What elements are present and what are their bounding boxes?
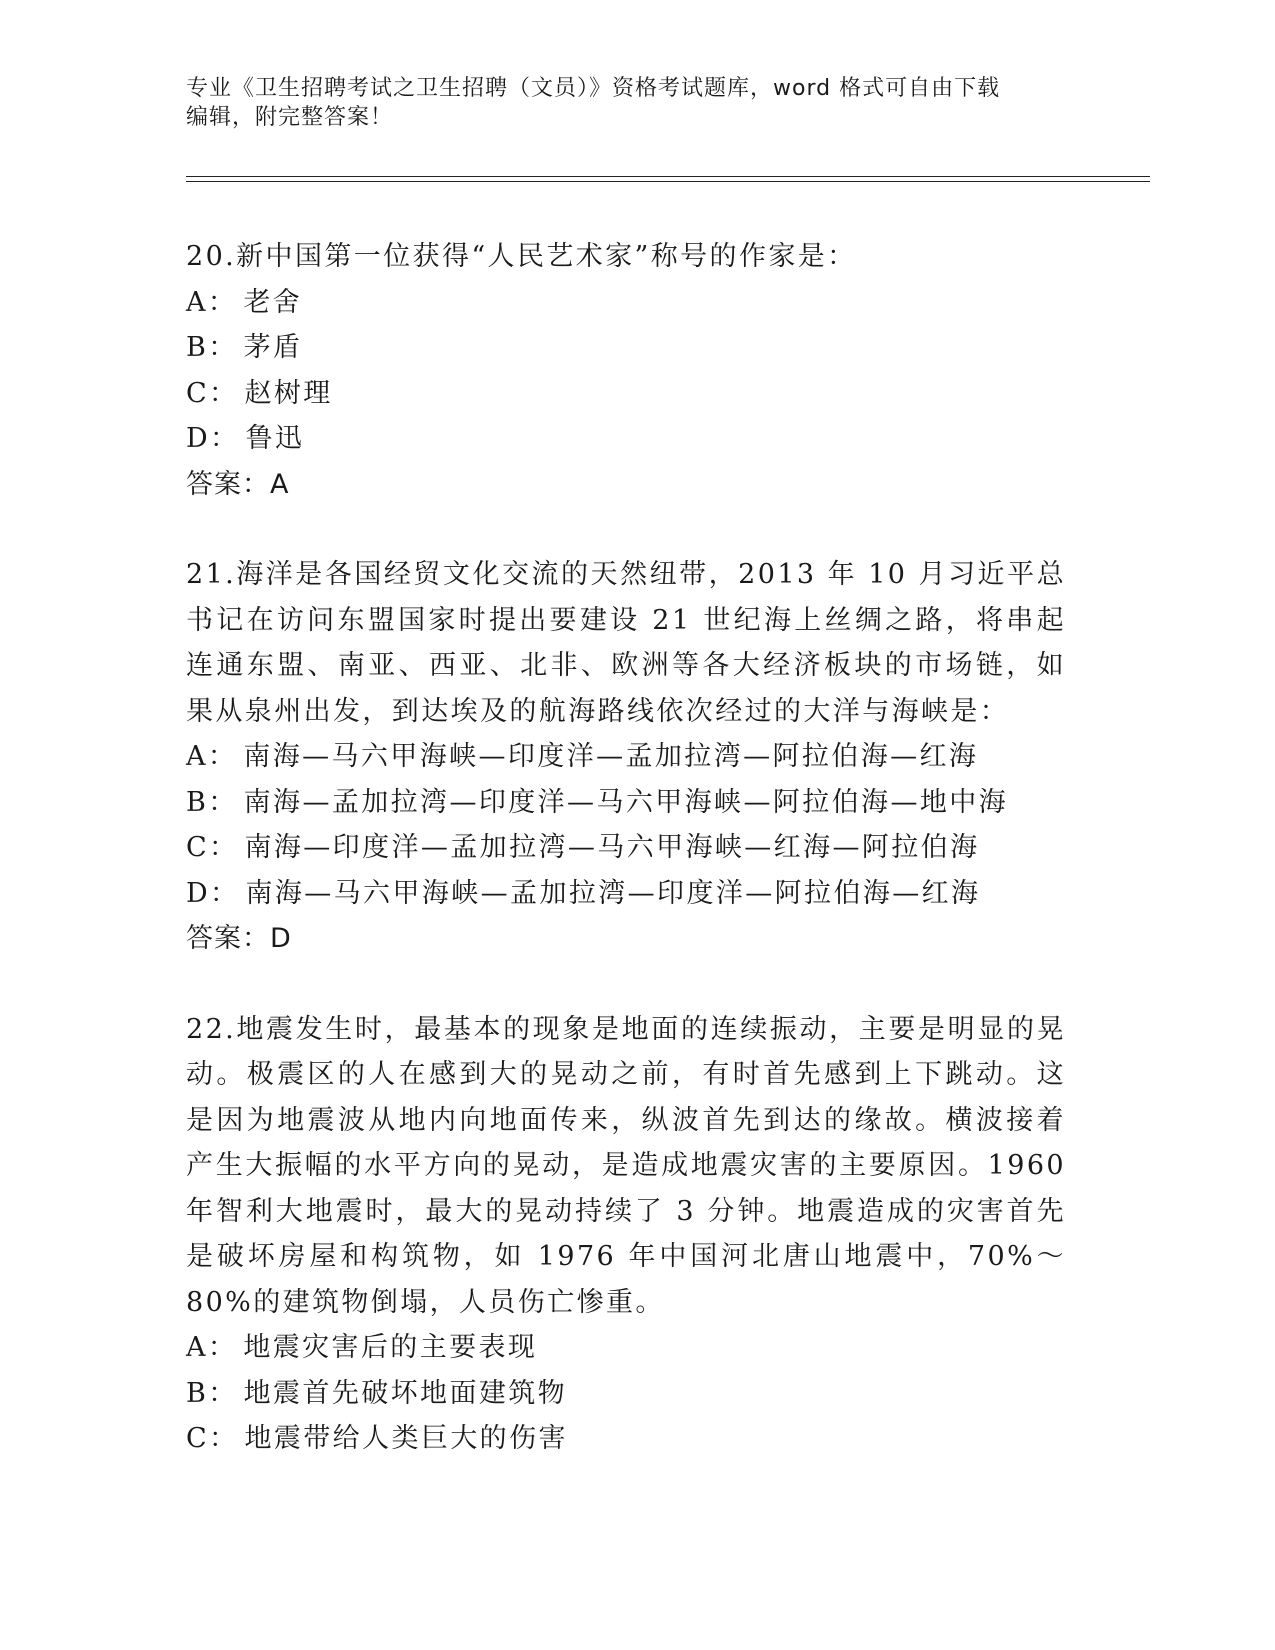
option-letter: B： xyxy=(186,786,238,818)
option-d xyxy=(186,416,1066,462)
header-line-2: 编辑，附完整答案！ xyxy=(186,105,394,130)
answer: 答案：D xyxy=(186,923,292,954)
option-text: 南海—孟加拉湾—印度洋—马六甲海峡—阿拉伯海—地中海 xyxy=(243,786,1009,818)
option-text: 南海—马六甲海峡—印度洋—孟加拉湾—阿拉伯海—红海 xyxy=(243,741,979,772)
option-c xyxy=(186,825,1066,871)
option-letter: C： xyxy=(186,1423,239,1454)
option-c xyxy=(186,371,1066,417)
question-stem: 21.海洋是各国经贸文化交流的天然纽带，2013 年 10 月习近平总书记在访问东盟国家时提出要建设 21 世纪海上丝绸之路，将串起连通东盟、南亚、西亚、北非、欧洲等各大经济板块的市场链，如果从泉州出发，到达埃及的航海路线依次经过的大洋与海峡是： xyxy=(186,559,1066,727)
header-line-1: 专业《卫生招聘考试之卫生招聘（文员）》资格考试题库，word 格式可自由下载 xyxy=(186,76,1001,101)
option-text: 老舍 xyxy=(243,286,303,318)
option-text: 南海—印度洋—孟加拉湾—马六甲海峡—红海—阿拉伯海 xyxy=(244,832,980,863)
question-stem: 22.地震发生时，最基本的现象是地面的连续振动，主要是明显的晃动。极震区的人在感到大的晃动之前，有时首先感到上下跳动。这是因为地震波从地内向地面传来，纵波首先到达的缘故。横波接着产生大振幅的水平方向的晃动，是造成地震灾害的主要原因。1960 年智利大地震时，最大的晃动持续了 3 分钟。地震造成的灾害首先是破坏房屋和构筑物，如 1976 年中国河北唐山地震中，70%～80%的建筑物倒塌，人员伤亡惨重。 xyxy=(186,1013,1066,1318)
option-letter: A： xyxy=(186,286,238,318)
option-text: 地震首先破坏地面建筑物 xyxy=(243,1377,568,1409)
option-letter: D： xyxy=(186,423,240,454)
answer: 答案：A xyxy=(186,468,290,500)
question-22 xyxy=(186,1007,1066,1462)
question-stem: 20.新中国第一位获得“人民艺术家”称号的作家是： xyxy=(186,241,857,272)
question-list xyxy=(186,234,1066,1462)
option-text: 地震灾害后的主要表现 xyxy=(243,1332,538,1363)
option-c xyxy=(186,1416,1066,1462)
option-text: 地震带给人类巨大的伤害 xyxy=(244,1423,568,1454)
option-letter: B： xyxy=(186,332,238,363)
option-text: 南海—马六甲海峡—孟加拉湾—印度洋—阿拉伯海—红海 xyxy=(245,877,981,909)
option-text: 鲁迅 xyxy=(245,423,305,454)
option-b xyxy=(186,780,1066,826)
question-21 xyxy=(186,552,1066,962)
option-d xyxy=(186,871,1066,917)
option-text: 茅盾 xyxy=(243,332,303,363)
option-letter: A： xyxy=(186,1332,238,1363)
option-b xyxy=(186,325,1066,371)
option-b xyxy=(186,1371,1066,1417)
header-divider-bottom xyxy=(186,181,1150,182)
option-a xyxy=(186,280,1066,326)
option-letter: C： xyxy=(186,377,239,409)
header-divider-top xyxy=(186,176,1150,177)
option-a xyxy=(186,1325,1066,1371)
question-20 xyxy=(186,234,1066,507)
option-letter: B： xyxy=(186,1377,238,1409)
option-text: 赵树理 xyxy=(244,377,333,409)
document-header xyxy=(186,74,1066,132)
option-letter: A： xyxy=(186,741,238,772)
option-letter: C： xyxy=(186,832,239,863)
option-a xyxy=(186,734,1066,780)
option-letter: D： xyxy=(186,877,240,909)
